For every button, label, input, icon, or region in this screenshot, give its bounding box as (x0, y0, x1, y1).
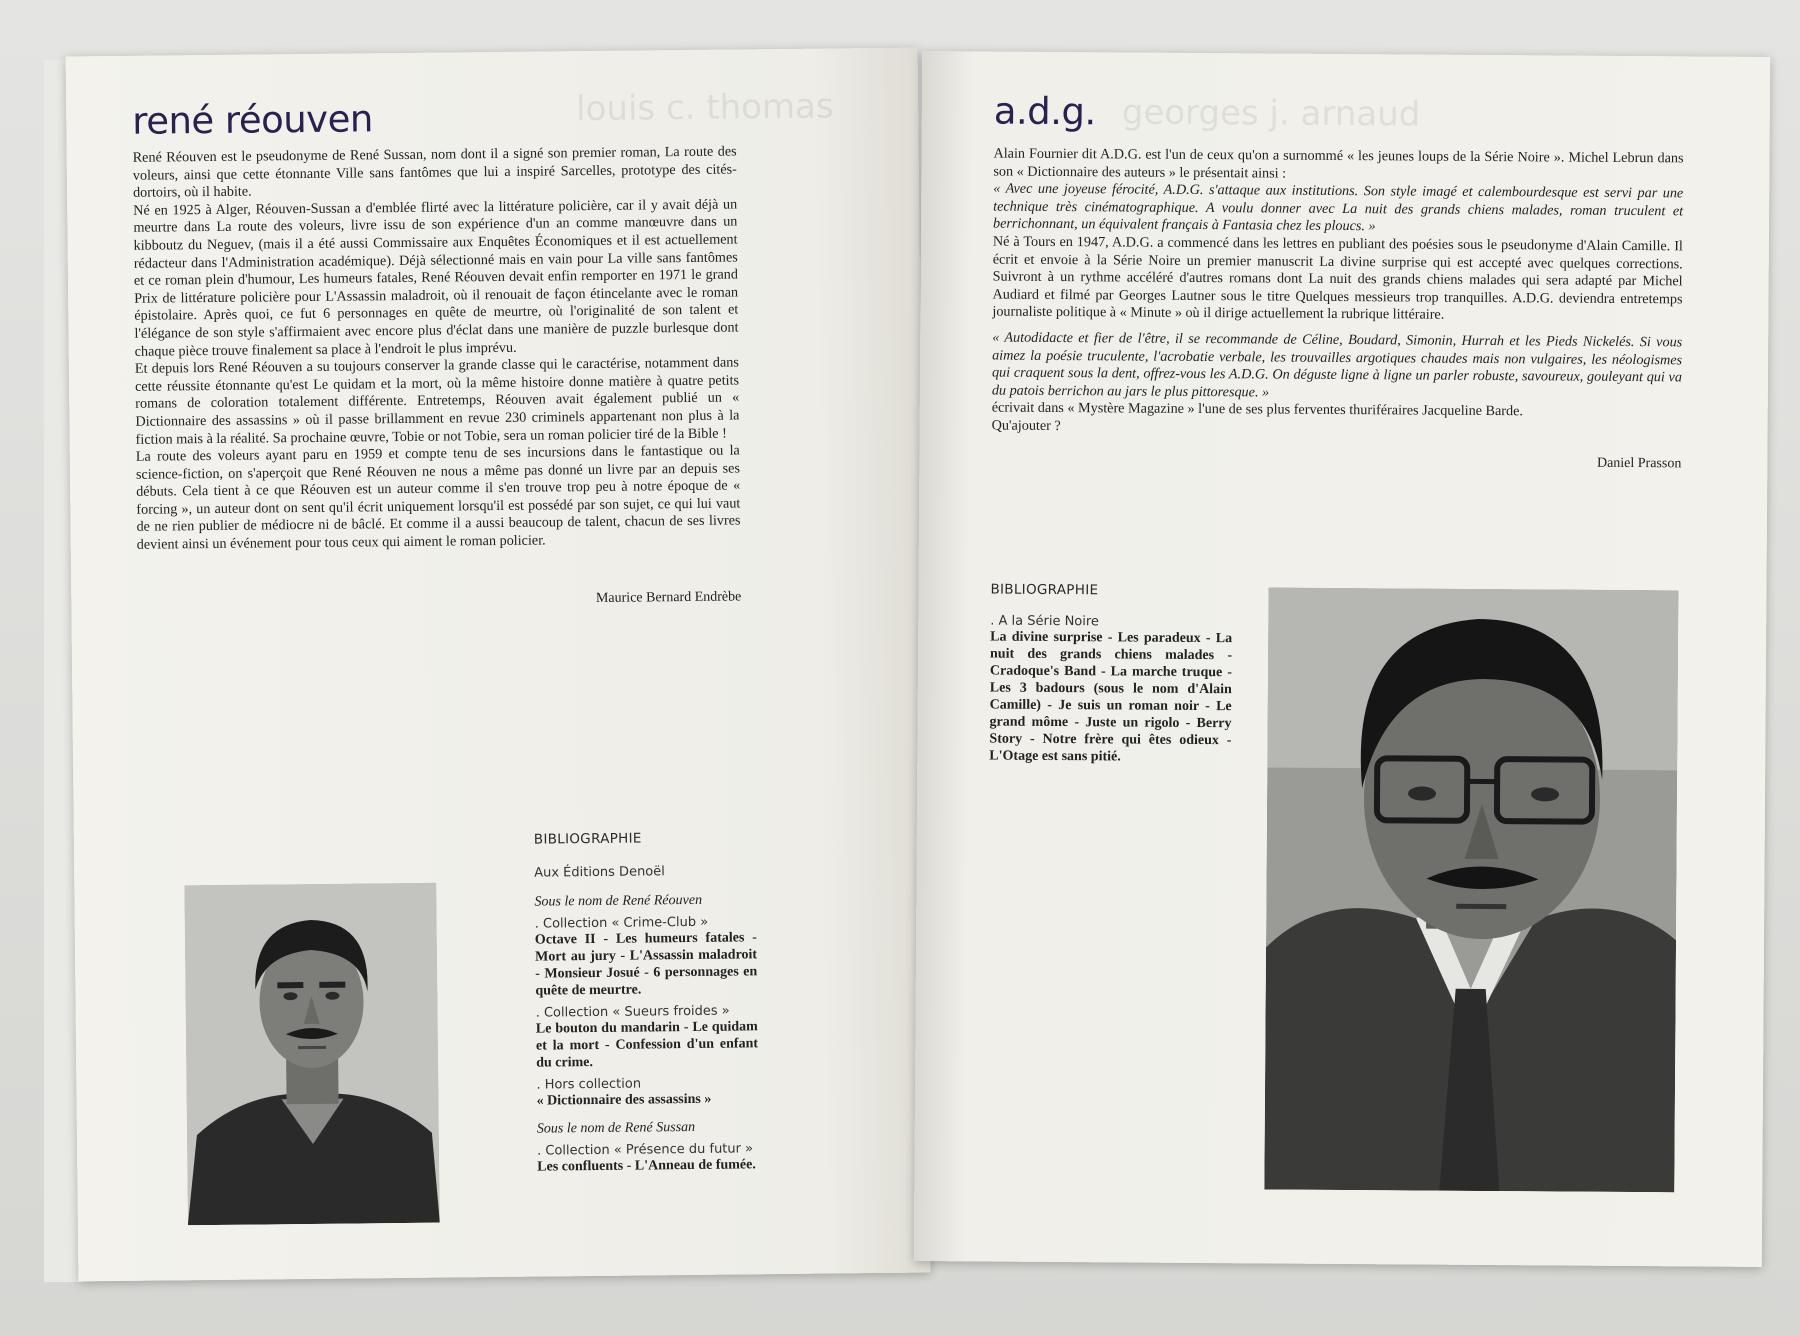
paragraph: Né à Tours en 1947, A.D.G. a commencé dans les lettres en publiant des poésies sous le pseudonyme d'Alain Camille. Il écrit et envoie à la Série Noire un premier manuscrit La divine surprise qui est accepté avec quelques corrections. Suivront à un rythme accéléré d'autres romans dont La nuit des grands chiens malades qui sera adapté par Michel Audiard et filmé par Georges Lautner sous le titre Quelques messieurs trop tranquilles. A.D.G. deviendra entretemps journaliste politique à « Minute » où il dirige actuellement la rubrique littéraire. (992, 233, 1683, 324)
page-title: rené réouven (132, 97, 374, 143)
bibliography (989, 582, 1232, 767)
book-list: La divine surprise - Les paradeux - La nuit des grands chiens malades - Cradoque's Band - La marche truque - Les 3 badours (sous le nom d'Alain Camille) - Je suis un roman noir - Le grand môme - Juste un rigolo - Berry Story - Notre frère qui êtes odieux - L'Otage est sans pitié. (989, 629, 1233, 765)
author-portrait-photo (184, 883, 440, 1226)
pen-name-heading: Sous le nom de René Réouven (534, 892, 703, 910)
book-list: Octave II - Les humeurs fatales - Mort au jury - L'Assassin maladroit - Monsieur Josué - 6 personnages en quête de meurtre. (534, 930, 758, 999)
paragraph: Qu'ajouter ? (991, 417, 1061, 434)
paragraph: écrivait dans « Mystère Magazine » l'une de ses plus ferventes thuriféraires Jacqueline Barde. (991, 399, 1524, 420)
collection-label: . Collection « Sueurs froides » (535, 1003, 730, 1021)
collection-label: . Hors collection (536, 1076, 642, 1093)
show-through-text: louis c. thomas (575, 86, 834, 130)
collection-label: . Collection « Présence du futur » (537, 1141, 754, 1159)
quotation: « Avec une joyeuse férocité, A.D.G. s'attaque aux institutions. Son style imagé et calembourdesque est servi par une technique très cinématographique. A voulu donner avec La nuit des grands chiens malades, roman truculent et berrichonnant, un équivalent français à Fantasia chez les ploucs. » (992, 180, 1684, 235)
author-signature: Daniel Prasson (1596, 455, 1682, 472)
paragraph: Et depuis lors René Réouven a su toujours conserver la grande classe qui le caractérise, notamment dans cette réussite étonnante qu'est Le quidam et la mort, où la même histoire donne matière à quatre petits romans de coloration totalement différente. Entretemps, Réouven avait également publié un « Dictionnaire des assassins » où il passe brillamment en revue 230 criminels appartenant non plus à la fiction mais à la réalité. Sa prochaine œuvre, Tobie or not Tobie, sera un roman policier tiré de la Bible ! (134, 354, 740, 448)
show-through-text: georges j. arnaud (1121, 92, 1421, 135)
author-portrait-photo (1264, 587, 1678, 1192)
paragraph: Alain Fournier dit A.D.G. est l'un de ceux qu'on a surnommé « les jeunes loups de la Série Noire ». Michel Lebrun dans son « Dictionnaire des auteurs » le présentait ainsi : (993, 145, 1684, 182)
page-title: a.d.g. (993, 89, 1096, 134)
bibliography-heading: BIBLIOGRAPHIE (990, 581, 1099, 599)
book-list: « Dictionnaire des assassins » (536, 1091, 712, 1109)
collection-label: . Collection « Crime-Club » (534, 914, 709, 932)
paragraph: La route des voleurs ayant paru en 1959 et compte tenu de ses incursions dans le fantastique ou la science-fiction, on s'aperçoit que René Réouven ne nous a même pas donné un livre par an depuis ses débuts. Cela tient à ce que Réouven est un auteur comme il s'en trouve trop peu à notre époque de « forcing », un auteur dont on sent qu'il écrit uniquement lorsqu'il est possédé par son sujet, ce qui lui vaut de ne rien publier de médiocre ni de bâclé. Et comme il a aussi beaucoup de talent, chacun de ses livres devient ainsi un événement pour tous ceux qui aiment le roman policier. (135, 442, 741, 553)
quotation: « Autodidacte et fier de l'être, il se recommande de Céline, Boudard, Simonin, Hurrah et les Pieds Nickelés. Si vous aimez la poésie truculente, l'acrobatie verbale, les trouvailles argotiques chaudes mais non vulgaires, les néologismes qui craquent sous la dent, offrez-vous les A.D.G. On déguste ligne à ligne un parler robuste, savoureux, gouleyant qui va du patois berrichon au jars le plus pittoresque. » (991, 329, 1683, 401)
book-list: Le bouton du mandarin - Le quidam et la mort - Confession d'un enfant du crime. (535, 1019, 759, 1071)
author-signature: Maurice Bernard Endrèbe (595, 589, 742, 606)
pen-name-heading: Sous le nom de René Sussan (536, 1119, 696, 1137)
article-body (133, 143, 741, 554)
paragraph: René Réouven est le pseudonyme de René Sussan, nom dont il a signé son premier roman, La route des voleurs, ainsi que cette étonnante Ville sans fantômes que lui a inspiré Sarcelles, prototype des cités-dortoirs, où il habite. (132, 143, 737, 201)
article-body (992, 146, 1684, 440)
book-list: Les confluents - L'Anneau de fumée. (537, 1157, 756, 1175)
bibliography (534, 829, 760, 1175)
bibliography-heading: BIBLIOGRAPHIE (533, 830, 642, 848)
left-page (66, 48, 931, 1282)
publisher: Aux Éditions Denoël (534, 864, 665, 881)
right-page (914, 51, 1770, 1267)
collection-label: . A la Série Noire (990, 613, 1099, 630)
paragraph: Né en 1925 à Alger, Réouven-Sussan a d'emblée flirté avec la littérature policière, car il y avait déjà un meurtre dans La route des voleurs, livre issu de son expérience d'un an comme manœuvre dans un kibboutz du Neguev, (mais il a été aussi Commissaire aux Enquêtes Économiques et il est actuellement rédacteur dans l'Administration académique). Déjà sélectionné mais en vain pour La ville sans fantômes et ce roman plein d'humour, Les humeurs fatales, René Réouven devait enfin remporter en 1971 le grand Prix de littérature policière pour L'Assassin maladroit, où il renouait de façon étincelante avec le roman épistolaire. Après quoi, ce fut 6 personnages en quête de meurtre, où l'originalité de son talent et l'élégance de son style s'affirmaient avec encore plus d'éclat dans une manière de puzzle burlesque dont chaque pièce trouve finalement sa place à l'endroit le plus imprévu. (133, 196, 739, 360)
